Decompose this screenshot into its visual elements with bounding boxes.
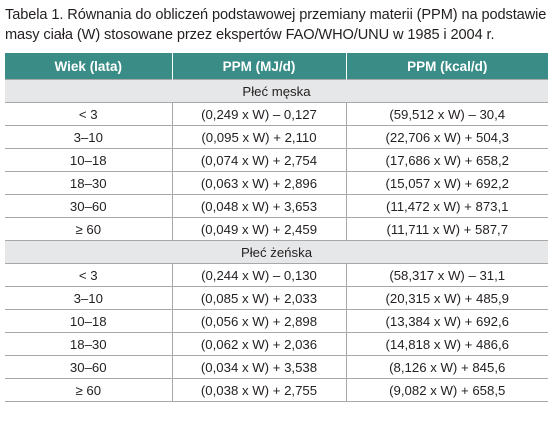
table-row <box>5 218 548 241</box>
age-cell: 10–18 <box>5 310 172 333</box>
kcal-cell: (17,686 x W) + 658,2 <box>346 149 548 172</box>
table-row <box>5 379 548 402</box>
header-age: Wiek (lata) <box>5 53 172 80</box>
header-ppm-mj: PPM (MJ/d) <box>172 53 346 80</box>
section-row-female <box>5 241 548 264</box>
bmr-equations-table <box>5 53 548 402</box>
age-cell: 30–60 <box>5 195 172 218</box>
age-cell: 18–30 <box>5 172 172 195</box>
kcal-cell: (22,706 x W) + 504,3 <box>346 126 548 149</box>
mj-cell: (0,074 x W) + 2,754 <box>172 149 346 172</box>
section-title: Płeć męska <box>5 80 548 103</box>
age-cell: 18–30 <box>5 333 172 356</box>
age-cell: ≥ 60 <box>5 218 172 241</box>
header-ppm-kcal: PPM (kcal/d) <box>346 53 548 80</box>
table-row <box>5 356 548 379</box>
mj-cell: (0,049 x W) + 2,459 <box>172 218 346 241</box>
age-cell: 3–10 <box>5 287 172 310</box>
kcal-cell: (58,317 x W) – 31,1 <box>346 264 548 287</box>
kcal-cell: (15,057 x W) + 692,2 <box>346 172 548 195</box>
table-row <box>5 287 548 310</box>
table-row <box>5 333 548 356</box>
kcal-cell: (9,082 x W) + 658,5 <box>346 379 548 402</box>
table-row <box>5 264 548 287</box>
mj-cell: (0,095 x W) + 2,110 <box>172 126 346 149</box>
table-row <box>5 149 548 172</box>
table-row <box>5 172 548 195</box>
kcal-cell: (20,315 x W) + 485,9 <box>346 287 548 310</box>
mj-cell: (0,244 x W) – 0,130 <box>172 264 346 287</box>
mj-cell: (0,048 x W) + 3,653 <box>172 195 346 218</box>
mj-cell: (0,056 x W) + 2,898 <box>172 310 346 333</box>
age-cell: < 3 <box>5 264 172 287</box>
section-row-male <box>5 80 548 103</box>
table-caption: Tabela 1. Równania do obliczeń podstawowej przemiany materii (PPM) na podstawie masy ciała (W) stosowane przez ekspertów FAO/WHO/UNU w 1985 i 2004 r. <box>5 7 547 43</box>
kcal-cell: (11,472 x W) + 873,1 <box>346 195 548 218</box>
table-header-row <box>5 53 548 80</box>
table-row <box>5 195 548 218</box>
table-row <box>5 103 548 126</box>
mj-cell: (0,063 x W) + 2,896 <box>172 172 346 195</box>
age-cell: 10–18 <box>5 149 172 172</box>
kcal-cell: (13,384 x W) + 692,6 <box>346 310 548 333</box>
kcal-cell: (14,818 x W) + 486,6 <box>346 333 548 356</box>
age-cell: < 3 <box>5 103 172 126</box>
mj-cell: (0,062 x W) + 2,036 <box>172 333 346 356</box>
age-cell: 30–60 <box>5 356 172 379</box>
age-cell: ≥ 60 <box>5 379 172 402</box>
kcal-cell: (11,711 x W) + 587,7 <box>346 218 548 241</box>
section-title: Płeć żeńska <box>5 241 548 264</box>
kcal-cell: (59,512 x W) – 30,4 <box>346 103 548 126</box>
mj-cell: (0,038 x W) + 2,755 <box>172 379 346 402</box>
kcal-cell: (8,126 x W) + 845,6 <box>346 356 548 379</box>
mj-cell: (0,034 x W) + 3,538 <box>172 356 346 379</box>
table-row <box>5 310 548 333</box>
mj-cell: (0,249 x W) – 0,127 <box>172 103 346 126</box>
table-row <box>5 126 548 149</box>
age-cell: 3–10 <box>5 126 172 149</box>
mj-cell: (0,085 x W) + 2,033 <box>172 287 346 310</box>
